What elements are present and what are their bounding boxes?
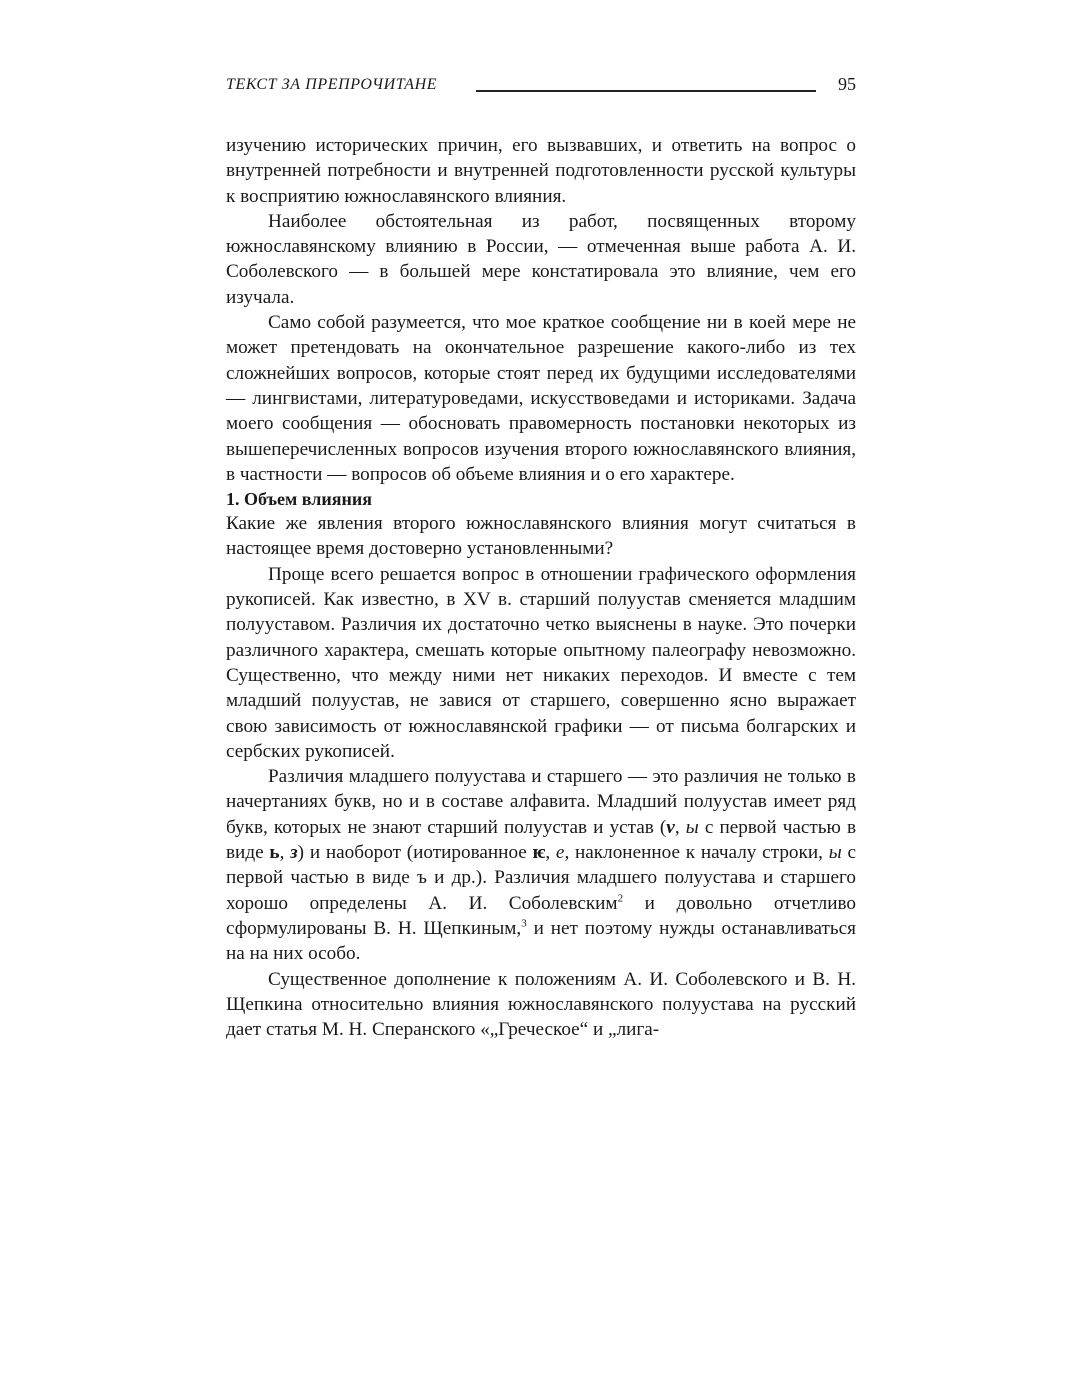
page-number: 95 xyxy=(838,74,856,94)
running-title: ТЕКСТ ЗА ПРЕПРОЧИТАНЕ xyxy=(226,76,438,93)
paragraph-6 xyxy=(226,764,856,966)
page-header xyxy=(226,74,856,100)
paragraph-6-text: и нет поэтому нужды останавливаться на на них особо. xyxy=(226,917,856,965)
paragraph-6-text: , наклоненное к началу строки, xyxy=(564,842,829,864)
paragraph-6-text: , xyxy=(545,842,556,864)
paragraph-3: Само собой разумеется, что мое краткое сообщение ни в коей мере не может претендовать на окончательное разрешение какого-либо из тех сложнейших вопросов, которые стоят перед их будущими исследователями — лингвистами, литературоведами, искусствоведами и историками. Задача моего сообщения — обосновать правомерность постановки некоторых из вышеперечисленных вопросов изучения второго южнославянского влияния, в частности — вопросов об объеме влияния и о его характере. xyxy=(226,312,856,485)
footnote-ref-2: 2 xyxy=(617,892,624,905)
paragraph-6-text: , xyxy=(279,842,291,864)
letter-y: ы xyxy=(828,842,842,864)
paragraph-4: Какие же явления второго южнославянского влияния могут считаться в настоящее время достоверно установленными? xyxy=(226,513,856,560)
paragraph-5: Проще всего решается вопрос в отношении графического оформления рукописей. Как известно, в XV в. старший полуустав сменяется младшим полууставом. Различия их достаточно четко выяснены в науке. Это почерки различного характера, смешать которые опытному палеографу невозможно. Существенно, что между ними нет никаких переходов. И вместе с тем младший полуустав, не завися от старшего, совершенно ясно выражает свою зависимость от южнославянской графики — от письма болгарских и сербских рукописей. xyxy=(226,563,856,762)
paragraph-6-text: , xyxy=(674,816,686,838)
paragraph-2: Наиболее обстоятельная из работ, посвященных второму южнославянскому влиянию в России, — отмеченная выше работа А. И. Соболевского — в большей мере констатировала это влияние, чем его изучала. xyxy=(226,210,856,308)
paragraph-7: Существенное дополнение к положениям А. И. Соболевского и В. Н. Щепкина относительно влияния южнославянского полуустава на русский дает статья М. Н. Сперанского «„Греческое“ и „лига- xyxy=(226,968,856,1041)
paragraph-6-text: с первой частью в виде xyxy=(226,816,857,864)
letter-y: ы xyxy=(685,816,699,838)
header-rule xyxy=(476,90,816,92)
letter-e: е xyxy=(555,842,565,864)
text-block xyxy=(226,133,856,1042)
paragraph-6-text: с первой частью в виде ъ и др.). Различия младшего полуустава и старшего хорошо определены А. И. Соболевским xyxy=(226,842,856,914)
footnote-ref-3: 3 xyxy=(521,917,527,930)
paragraph-6-text: ) и наоборот (иотированное xyxy=(297,842,533,864)
paragraph-1: изучению исторических причин, его вызвавших, и ответить на вопрос о внутренней потребности и внутренней подготовленности русской культуры к восприятию южнославянского влияния. xyxy=(226,135,856,207)
section-heading: 1. Объем влияния xyxy=(226,489,372,510)
paragraph-6-text: Различия младшего полуустава и старшего — это различия не только в начертаниях букв, но и в составе алфавита. Младший полуустав имеет ряд букв, которых не знают старший полуустав и устав ( xyxy=(226,766,856,838)
letter-soft-sign: ь xyxy=(269,842,280,864)
letter-v: v xyxy=(666,816,675,838)
paragraph-6-text: и довольно отчетливо сформулированы В. Н. Щепкиным, xyxy=(226,892,856,939)
letter-iotated-e: ѥ xyxy=(532,842,546,864)
letter-z: з xyxy=(290,842,298,864)
